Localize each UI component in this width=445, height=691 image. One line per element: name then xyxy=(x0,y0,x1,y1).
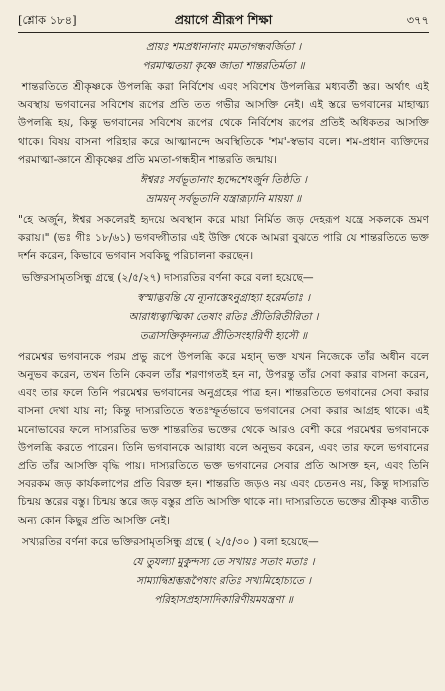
verse-line: পরমাত্মতয়া কৃষ্ণে জাতা শান্তরতির্মতা ॥ xyxy=(142,60,305,72)
verse-line: পরিহাসপ্রহাসাদিকারিণীয়মযন্ত্রণা ॥ xyxy=(154,594,293,607)
page-content xyxy=(18,39,429,609)
verse-line: তত্রাসক্তিকৃদন্যত্র প্রীতিসংহারিণী হ্যসৌ ॥ xyxy=(139,329,308,342)
verse-line: প্রায়ঃ শমপ্রধানানাং মমতাগন্ধবর্জিতা । xyxy=(145,41,302,53)
page-number: ৩৭৭ xyxy=(406,13,429,27)
chapter-title: প্রয়াগে শ্রীরূপ শিক্ষা xyxy=(174,12,273,27)
verse-reference: [শ্লোক ১৮৪] xyxy=(18,13,77,27)
page-header xyxy=(18,10,429,33)
verse-line: ভ্রাময়ন্ সর্বভূতানি যন্ত্রারূঢ়ানি মায়য়া ॥ xyxy=(145,193,302,206)
verse-line: স্বস্মাদ্ভবন্তি যে ন্যূনাস্তেঽনুগ্রাহ্যা হরের্মতাঃ । xyxy=(137,291,310,304)
paragraph-dasya-rati: পরমেশ্বর ভগবানকে পরম প্রভু রূপে উপলব্ধি করে মহান্ ভক্ত যখন নিজেকে তাঁর অধীন বলে অনুভব করেন, তখন তিনি কেবল তাঁর শরণাগতই হন না, উপরন্তু তাঁর সেবা করার বাসনা করেন, এবং তার ফলে তিনি পরমেশ্বর ভগবানের অনুগ্রহের পাত্র হন। শান্তরতিতে ভগবানের সেবা করার বাসনা দেখা যায় না; কিন্তু দাস্যরতিতে স্বতঃস্ফূর্তভাবে ভগবানের সেবা করার আগ্রহ থাকে। এই মনোভাবের ফলে দাস্যরতির ভক্ত শান্তরতির ভক্তের থেকে আরও বেশী করে পরমেশ্বর ভগবানকে উপলব্ধি করতে পারেন। তিনি ভগবানকে আরাধ্য বলে অনুভব করেন, এবং তার ফলে ভগবানের প্রতি তাঁর আসক্তি বৃদ্ধি পায়। দাস্যরতিতে ভক্ত ভগবানের সেবার প্রতি আসক্ত হন, এবং তিনি সবরকম জড় কার্যকলাপের প্রতি বিরক্ত হন। শান্তরতি জড়ও নয় এবং চেতনও নয়, কিন্তু দাস্যরতি চিন্ময় স্তরের বস্তু। চিন্ময় স্তরে জড় বস্তুর প্রতি আসক্তি থাকে না। দাস্যরতিতে ভক্তের শ্রীকৃষ্ণ ব্যতীত অন্য কোন কিছুর প্রতি আসক্তি নেই। xyxy=(18,349,429,527)
verse-line: ঈশ্বরঃ সর্বভূতানাং হৃদ্দেশেঽর্জুন তিষ্ঠতি । xyxy=(140,174,307,187)
verse-line: যে তু্যল্যা মুকুন্দস্য তে সখায়ঃ সতাং মতাঃ । xyxy=(132,556,315,569)
paragraph-dasya-intro: ভক্তিরসামৃতসিন্ধু গ্রন্থে (২/৫/২৭) দাস্যরতির বর্ণনা করে বলা হয়েছে— xyxy=(22,270,314,284)
paragraph-gita-quote: "হে অর্জুন, ঈশ্বর সকলেরই হৃদয়ে অবস্থান করে মায়া নির্মিত জড় দেহরূপ যন্ত্রে সকলকে ভ্রমণ করায়।" (ভঃ গীঃ ১৮/৬১) ভগবদ্গীতার এই উক্তি থেকে আমরা বুঝতে পারি যে শান্তরতিতে ভক্ত দর্শন করেন, কিভাবে ভগবান সবকিছু পরিচালনা করছেন। xyxy=(18,213,429,263)
verse-line: সাম্যাদ্বিশ্রম্ভরূপৈষাং রতিঃ সখ্যমিহোচ্যতে । xyxy=(136,575,311,588)
verse-line: আরাধ্যত্বাত্মিকা তেষাং রতিঃ প্রীতিরিতীরিতা । xyxy=(128,310,319,323)
paragraph-sakhya-intro: সখ্যরতির বর্ণনা করে ভক্তিরসামৃতসিন্ধু গ্রন্থে ( ২/৫/৩০ ) বলা হয়েছে— xyxy=(22,534,319,548)
paragraph-shanta-rati: শান্তরতিতে শ্রীকৃষ্ণকে উপলব্ধি করা নির্বিশেষ এবং সবিশেষ উপলব্ধির মধ্যবর্তী স্তর। অর্থাৎ এই অবস্থায় ভগবানের সবিশেষ রূপের প্রতি তত গভীর আসক্তি নেই। এই স্তরে ভগবানের মাহাত্ম্য উপলব্ধি হয়, কিন্তু ভগবানের সবিশেষ রূপের থেকে নির্বিশেষ রূপের প্রতিই অধিকতর আসক্তি থাকে। বিষয় বাসনা পরিহার করে আত্মানন্দে অবস্থিতিকে 'শম'-স্বভাব বলে। শম-প্রধান ব্যক্তিদের পরমাত্মা-জ্ঞানে শ্রীকৃষ্ণের প্রতি মমতা-গন্ধহীন শান্তরতি জন্মায়। xyxy=(18,80,429,166)
